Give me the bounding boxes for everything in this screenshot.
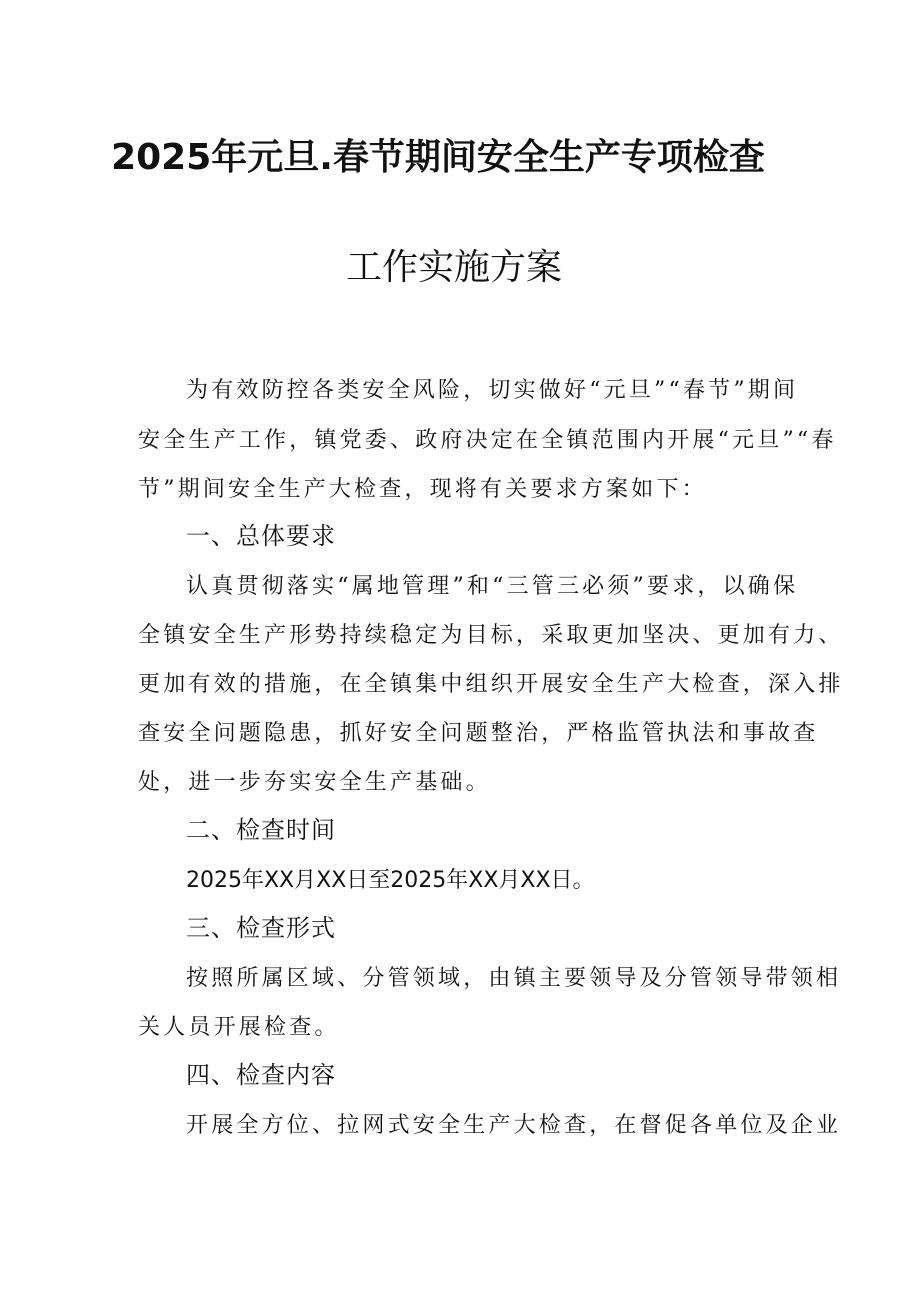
section-1-line-1: 认真贯彻落实“属地管理”和“三管三必须”要求，以确保 (186, 574, 799, 599)
section-3-line-1: 按照所属区域、分管领域，由镇主要领导及分管领导带领相 (186, 966, 842, 991)
section-1-line-2: 全镇安全生产形势持续稳定为目标，采取更加坚决、更加有力、 (138, 623, 844, 648)
intro-line-3: 节”期间安全生产大检查，现将有关要求方案如下： (138, 477, 707, 502)
section-2-line-1: 2025年XX月XX日至2025年XX月XX日。 (186, 868, 595, 893)
section-heading-1: 一、总体要求 (186, 522, 336, 550)
document-title-line-2: 工作实施方案 (345, 247, 562, 288)
section-1-line-3: 更加有效的措施，在全镇集中组织开展安全生产大检查，深入排 (138, 672, 844, 697)
section-4-line-1: 开展全方位、拉网式安全生产大检查，在督促各单位及企业 (186, 1113, 842, 1138)
section-3-line-2: 关人员开展检查。 (138, 1015, 340, 1040)
section-heading-4: 四、检查内容 (186, 1061, 336, 1089)
section-1-line-4: 查安全问题隐患，抓好安全问题整治，严格监管执法和事故查 (138, 721, 819, 746)
intro-line-1: 为有效防控各类安全风险，切实做好“元旦”“春节”期间 (186, 378, 799, 403)
section-heading-2: 二、检查时间 (186, 816, 336, 844)
section-heading-3: 三、检查形式 (186, 914, 336, 942)
intro-line-2: 安全生产工作，镇党委、政府决定在全镇范围内开展“元旦”“春 (138, 428, 837, 453)
section-1-line-5: 处，进一步夯实安全生产基础。 (138, 770, 491, 795)
document-title-line-1: 2025年元旦.春节期间安全生产专项检查 (111, 137, 765, 178)
